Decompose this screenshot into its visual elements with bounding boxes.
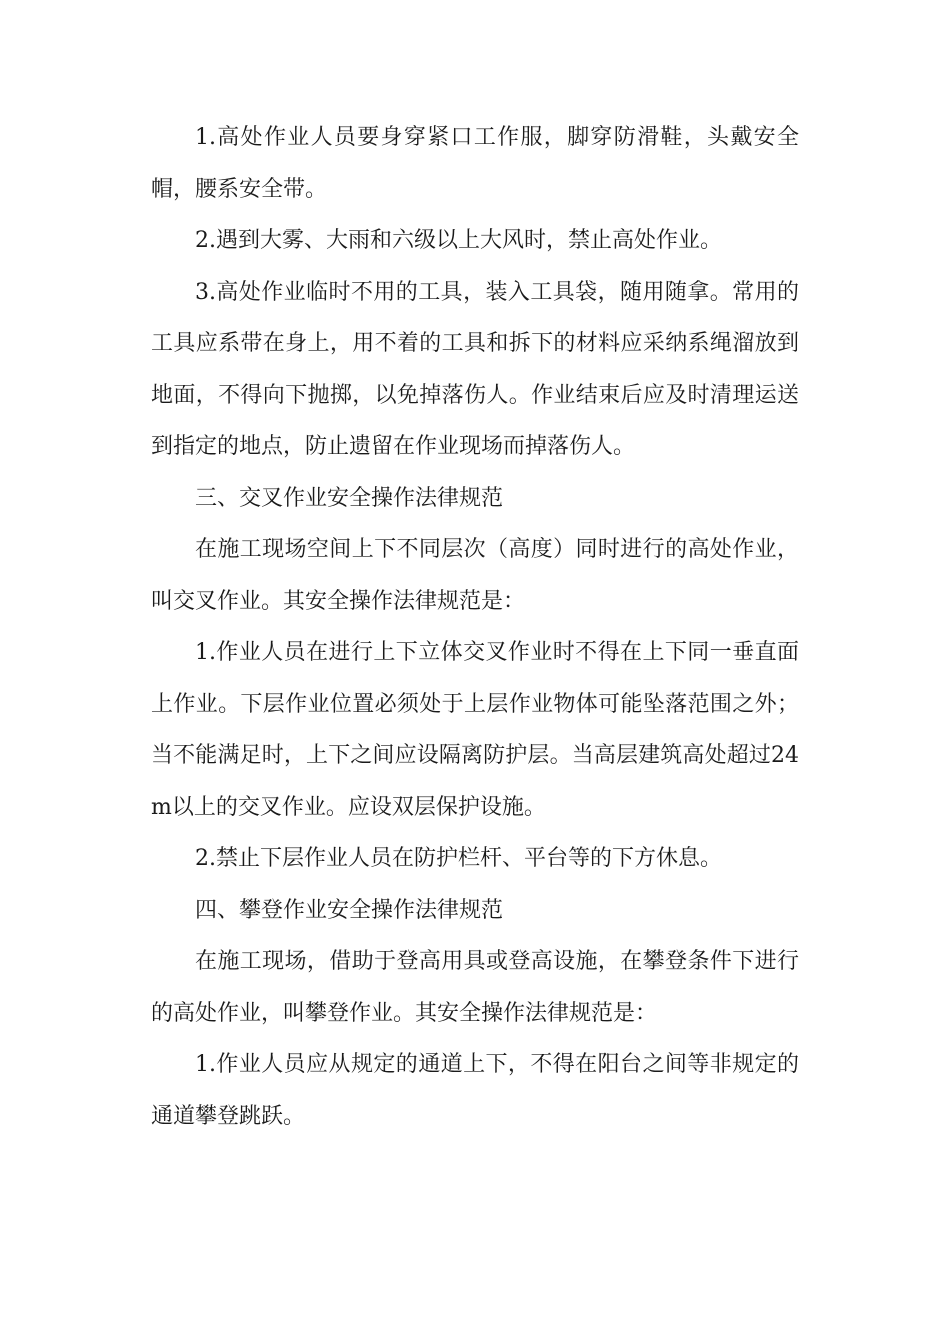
paragraph-cross-work-rule-1: 1.作业人员在进行上下立体交叉作业时不得在上下同一垂直面上作业。下层作业位置必须处于上层作业物体可能坠落范围之外；当不能满足时，上下之间应设隔离防护层。当高层建筑高处超过24m以上的交叉作业。应设双层保护设施。 [151,640,799,820]
paragraph-worker-attire: 1.高处作业人员要身穿紧口工作服，脚穿防滑鞋，头戴安全帽，腰系安全带。 [151,125,799,202]
paragraph-cross-work-rule-2: 2.禁止下层作业人员在防护栏杆、平台等的下方休息。 [195,846,722,871]
paragraph-weather-ban: 2.遇到大雾、大雨和六级以上大风时，禁止高处作业。 [195,228,722,253]
document-body [151,112,799,1142]
section-heading-climbing-work: 四、攀登作业安全操作法律规范 [195,897,504,923]
paragraph-climbing-rule-1: 1.作业人员应从规定的通道上下，不得在阳台之间等非规定的通道攀登跳跃。 [151,1052,799,1129]
paragraph-climbing-definition: 在施工现场，借助于登高用具或登高设施，在攀登条件下进行的高处作业，叫攀登作业。其安全操作法律规范是： [151,949,799,1026]
paragraph-cross-work-definition: 在施工现场空间上下不同层次（高度）同时进行的高处作业，叫交叉作业。其安全操作法律规范是： [151,537,799,614]
section-heading-cross-work: 三、交叉作业安全操作法律规范 [195,485,504,511]
paragraph-tool-handling: 3.高处作业临时不用的工具，装入工具袋，随用随拿。常用的工具应系带在身上，用不着的工具和拆下的材料应采纳系绳溜放到地面，不得向下抛掷，以免掉落伤人。作业结束后应及时清理运送到指定的地点，防止遗留在作业现场而掉落伤人。 [151,279,799,459]
